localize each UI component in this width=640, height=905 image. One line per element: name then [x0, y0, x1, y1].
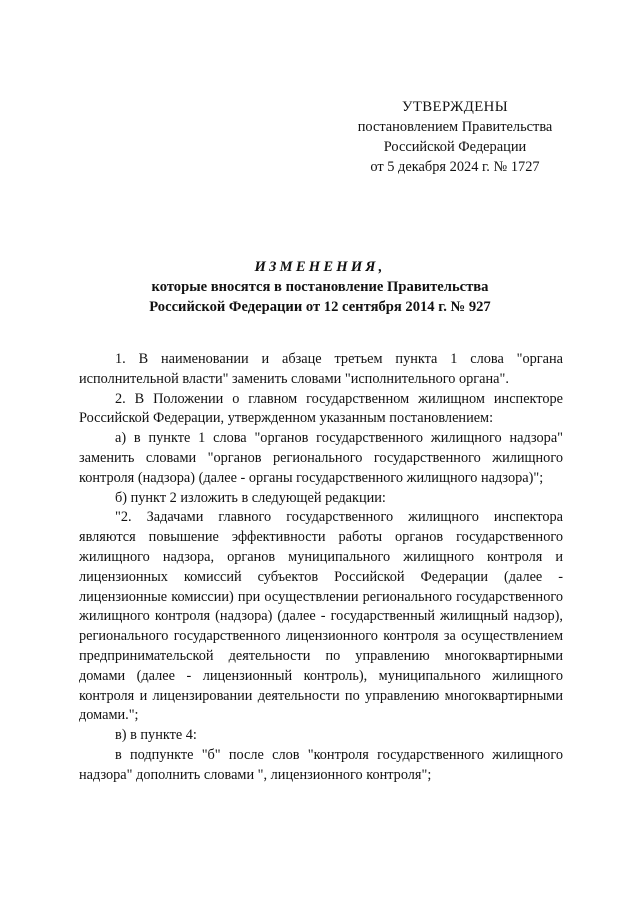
paragraph-1: 1. В наименовании и абзаце третьем пункта 1 слова "органа исполнительной власти" заменить словами "исполнительного органа". — [79, 351, 563, 387]
approval-stamp — [340, 97, 570, 177]
title-line-2: Российской Федерации от 12 сентября 2014 г. № 927 — [149, 299, 491, 315]
paragraph-2: 2. В Положении о главном государственном жилищном инспекторе Российской Федерации, утвержденном указанным постановлением: — [79, 390, 563, 427]
paragraph-2b-text: "2. Задачами главного государственного жилищного инспектора являются повышение эффективности работы органов государственного жилищного надзора, органов муниципального жилищного контроля и лицензионных комиссий субъектов Российской Федерации (далее - лицензионные комиссии) при осуществлении регионального государственного жилищного контроля (надзора) (далее - государственный жилищный надзор), регионального государственного лицензионного контроля за осуществлением предпринимательской деятельности по управлению многоквартирными домами (далее - лицензионный контроль), муниципального жилищного контроля и лицензировании деятельности по управлению многоквартирными домами."; — [79, 509, 563, 724]
approval-line-2: Российской Федерации — [383, 139, 527, 155]
approval-line-1: постановлением Правительства — [357, 119, 553, 135]
title-heading: ИЗМЕНЕНИЯ, — [254, 259, 386, 275]
paragraph-2b: б) пункт 2 изложить в следующей редакции: — [115, 489, 386, 506]
approval-word: УТВЕРЖДЕНЫ — [401, 99, 509, 115]
title-line-1: которые вносятся в постановление Правительства — [151, 279, 489, 295]
paragraph-2c-sub: в подпункте "б" после слов "контроля государственного жилищного надзора" дополнить словами ", лицензионного контроля"; — [79, 746, 563, 783]
paragraph-2a: а) в пункте 1 слова "органов государственного жилищного надзора" заменить словами "органов регионального государственного жилищного контроля (надзора) (далее - органы государственного жилищного надзора)"; — [79, 430, 563, 486]
document-title — [60, 257, 580, 317]
paragraph-2c: в) в пункте 4: — [115, 727, 197, 744]
document-body — [79, 350, 563, 786]
approval-line-3: от 5 декабря 2024 г. № 1727 — [370, 159, 540, 175]
